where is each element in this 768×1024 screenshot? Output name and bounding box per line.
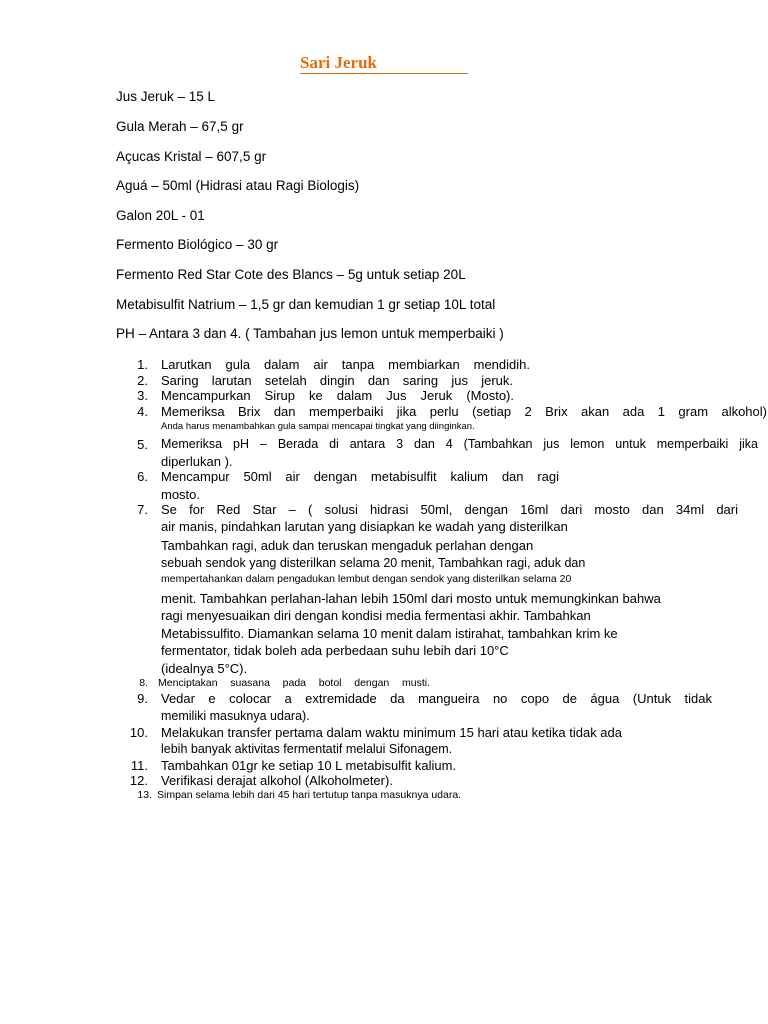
- step-line: Anda harus menambahkan gula sampai mencapai tingkat yang diinginkan.: [161, 421, 475, 432]
- step-line: ragi menyesuaikan diri dengan kondisi media fermentasi akhir. Tambahkan: [161, 608, 591, 623]
- step-number: 7.: [137, 502, 148, 517]
- step-number: 9.: [137, 691, 148, 706]
- step-number: 2.: [137, 373, 148, 388]
- step-number: 12.: [129, 773, 148, 788]
- step-number: 6.: [137, 469, 148, 484]
- step-line: Memeriksa Brix dan memperbaiki jika perlu (setiap 2 Brix akan ada 1 gram alkohol): [161, 404, 767, 419]
- step-line: Vedar e colocar a extremidade da mangueira no copo de água (Untuk tidak: [161, 691, 712, 706]
- step-line: Melakukan transfer pertama dalam waktu minimum 15 hari atau ketika tidak ada: [161, 725, 622, 740]
- step-line: memiliki masuknya udara).: [161, 709, 310, 723]
- step-line: Larutkan gula dalam air tanpa membiarkan mendidih.: [161, 357, 530, 372]
- ingredient-line: Gula Merah – 67,5 gr: [116, 119, 244, 134]
- step-line: sebuah sendok yang disterilkan selama 20 menit, Tambahkan ragi, aduk dan: [161, 556, 586, 570]
- step-line: Simpan selama lebih dari 45 hari tertutup tanpa masuknya udara.: [157, 789, 462, 801]
- step-number: 8.: [139, 677, 148, 689]
- step-number: 3.: [137, 388, 148, 403]
- step-line: mempertahankan dalam pengadukan lembut dengan sendok yang disterilkan selama 20: [161, 573, 572, 585]
- page-title: Sari Jeruk: [300, 53, 377, 72]
- step-line: lebih banyak aktivitas fermentatif melalui Sifonagem.: [161, 742, 453, 756]
- step-line: Tambahkan ragi, aduk dan teruskan mengaduk perlahan dengan: [161, 538, 534, 553]
- step-line: fermentator, tidak boleh ada perbedaan suhu lebih dari 10°C: [161, 643, 509, 658]
- step-line: Memeriksa pH – Berada di antara 3 dan 4 (Tambahkan jus lemon untuk memperbaiki jika: [161, 437, 758, 451]
- step-line: Metabissulfito. Diamankan selama 10 menit dalam istirahat, tambahkan krim ke: [161, 626, 618, 641]
- step-line: Mencampurkan Sirup ke dalam Jus Jeruk (Mosto).: [161, 388, 514, 403]
- ingredient-line: PH – Antara 3 dan 4. ( Tambahan jus lemon untuk memperbaiki ): [116, 326, 504, 341]
- step-number: 5.: [137, 437, 148, 452]
- step-line: Mencampur 50ml air dengan metabisulfit kalium dan ragi: [161, 469, 559, 484]
- step-line: menit. Tambahkan perlahan-lahan lebih 150ml dari mosto untuk memungkinkan bahwa: [161, 591, 661, 606]
- step-line: mosto.: [161, 487, 201, 502]
- ingredient-line: Fermento Biológico – 30 gr: [116, 237, 279, 252]
- step-number: 4.: [137, 404, 148, 419]
- step-line: Saring larutan setelah dingin dan saring jus jeruk.: [161, 373, 513, 388]
- ingredient-line: Fermento Red Star Cote des Blancs – 5g untuk setiap 20L: [116, 267, 466, 282]
- title-underline: [300, 53, 468, 74]
- step-line: Menciptakan suasana pada botol dengan musti.: [158, 677, 430, 689]
- ingredient-line: Metabisulfit Natrium – 1,5 gr dan kemudian 1 gr setiap 10L total: [116, 297, 496, 312]
- ingredient-line: Galon 20L - 01: [116, 208, 205, 223]
- ingredient-line: Jus Jeruk – 15 L: [116, 89, 216, 104]
- step-line: diperlukan ).: [161, 454, 233, 469]
- step-line: Verifikasi derajat alkohol (Alkoholmeter).: [161, 773, 393, 788]
- step-number: 1.: [137, 357, 148, 372]
- step-line: air manis, pindahkan larutan yang disiapkan ke wadah yang disterilkan: [161, 519, 568, 534]
- step-line: Tambahkan 01gr ke setiap 10 L metabisulfit kalium.: [161, 758, 457, 773]
- ingredient-line: Aguá – 50ml (Hidrasi atau Ragi Biologis): [116, 178, 360, 193]
- step-number: 10.: [129, 725, 148, 740]
- step-line: (idealnya 5°C).: [161, 661, 248, 676]
- step-line: Se for Red Star – ( solusi hidrasi 50ml, dengan 16ml dari mosto dan 34ml dari: [161, 502, 738, 517]
- ingredient-line: Açucas Kristal – 607,5 gr: [116, 149, 267, 164]
- step-number: 11.: [130, 758, 148, 773]
- step-number: 13.: [137, 789, 152, 801]
